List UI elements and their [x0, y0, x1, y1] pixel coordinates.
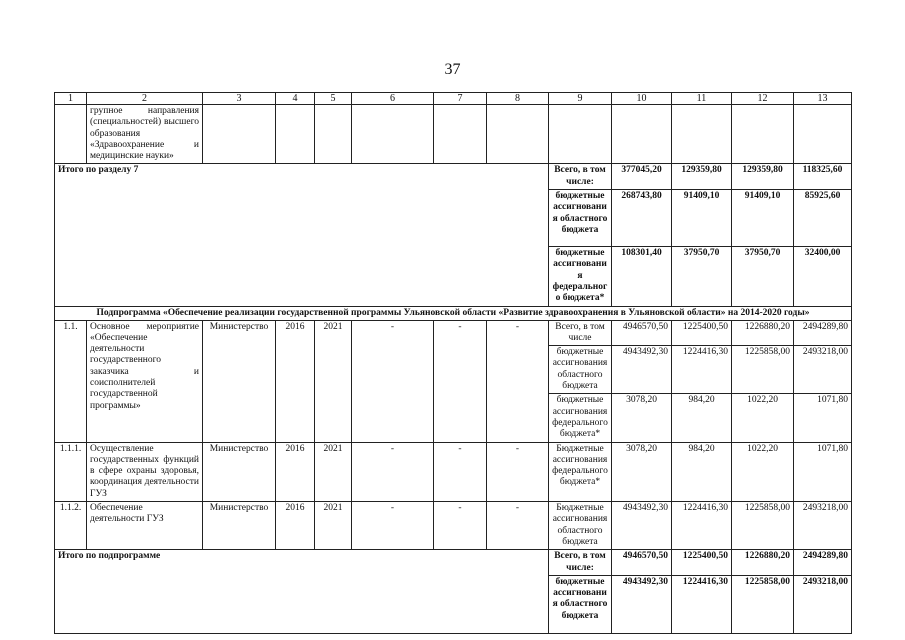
- fund-name: Бюджетные ассигнования федерального бюджета*: [549, 442, 612, 501]
- value-cell: 984,20: [672, 394, 732, 442]
- table-row: [55, 164, 852, 190]
- value-cell: 32400,00: [794, 247, 852, 306]
- fund-name: Всего, в том числе:: [549, 164, 612, 190]
- value-cell: 1071,80: [794, 394, 852, 442]
- value-cell: 91409,10: [732, 190, 794, 247]
- item-col8: -: [487, 442, 549, 501]
- header-cell: 1: [55, 93, 87, 105]
- item-name: Обеспечение деятельности ГУЗ: [87, 502, 203, 550]
- fund-name: Всего, в том числе:: [549, 550, 612, 576]
- value-cell: 1224416,30: [672, 502, 732, 550]
- value-cell: 37950,70: [732, 247, 794, 306]
- value-cell: 129359,80: [672, 164, 732, 190]
- item-end-year: 2021: [315, 502, 352, 550]
- section-total-label: Итого по разделу 7: [55, 164, 549, 306]
- header-cell: 3: [203, 93, 276, 105]
- item-executor: Министерство: [203, 502, 276, 550]
- item-end-year: 2021: [315, 442, 352, 501]
- value-cell: 4943492,30: [612, 502, 672, 550]
- fund-name: бюджетные ассигнования федерального бюджета*: [549, 247, 612, 306]
- value-cell: 2493218,00: [794, 346, 852, 394]
- item-name: Осуществление государственных функций в сфере охраны здоровья, координация деятельности ГУЗ: [87, 442, 203, 501]
- table-row: [55, 502, 852, 550]
- value-cell: 377045,20: [612, 164, 672, 190]
- item-start-year: 2016: [276, 320, 315, 442]
- value-cell: 1225858,00: [732, 346, 794, 394]
- item-col7: -: [434, 320, 487, 442]
- value-cell: 118325,60: [794, 164, 852, 190]
- item-end-year: 2021: [315, 320, 352, 442]
- header-cell: 6: [352, 93, 434, 105]
- item-col8: -: [487, 320, 549, 442]
- value-cell: 1226880,20: [732, 550, 794, 576]
- value-cell: 1225858,00: [732, 575, 794, 633]
- value-cell: 1225400,50: [672, 320, 732, 346]
- value-cell: 2494289,80: [794, 550, 852, 576]
- item-col6: -: [352, 320, 434, 442]
- item-number: 1.1.: [55, 320, 87, 442]
- value-cell: 1225400,50: [672, 550, 732, 576]
- header-cell: 10: [612, 93, 672, 105]
- table-row: [55, 105, 852, 164]
- value-cell: 3078,20: [612, 394, 672, 442]
- fund-name: бюджетные ассигнования федерального бюджета*: [549, 394, 612, 442]
- item-col8: -: [487, 502, 549, 550]
- header-cell: 12: [732, 93, 794, 105]
- value-cell: 129359,80: [732, 164, 794, 190]
- item-col7: -: [434, 502, 487, 550]
- value-cell: 984,20: [672, 442, 732, 501]
- fund-name: Бюджетные ассигнования областного бюджета: [549, 502, 612, 550]
- table-row: [55, 320, 852, 346]
- item-col7: -: [434, 442, 487, 501]
- item-col6: -: [352, 442, 434, 501]
- fund-name: бюджетные ассигнования областного бюджета: [549, 575, 612, 633]
- value-cell: 268743,80: [612, 190, 672, 247]
- value-cell: 2493218,00: [794, 502, 852, 550]
- item-number: 1.1.2.: [55, 502, 87, 550]
- value-cell: 4946570,50: [612, 320, 672, 346]
- item-executor: Министерство: [203, 442, 276, 501]
- value-cell: 1022,20: [732, 442, 794, 501]
- fund-name: Всего, в том числе: [549, 320, 612, 346]
- item-start-year: 2016: [276, 442, 315, 501]
- header-cell: 2: [87, 93, 203, 105]
- page-number: 37: [444, 61, 461, 78]
- value-cell: 1226880,20: [732, 320, 794, 346]
- value-cell: 85925,60: [794, 190, 852, 247]
- value-cell: 1225858,00: [732, 502, 794, 550]
- fund-name: бюджетные ассигнования областного бюджета: [549, 190, 612, 247]
- header-cell: 9: [549, 93, 612, 105]
- table-row: [55, 550, 852, 576]
- value-cell: 2494289,80: [794, 320, 852, 346]
- subprogram-title: Подпрограмма «Обеспечение реализации государственной программы Ульяновской области «Развитие здравоохранения в Ульяновской области» на 2014-2020 годы»: [55, 306, 852, 320]
- value-cell: 1022,20: [732, 394, 794, 442]
- value-cell: 4946570,50: [612, 550, 672, 576]
- item-col6: -: [352, 502, 434, 550]
- item-executor: Министерство: [203, 320, 276, 442]
- value-cell: 1224416,30: [672, 346, 732, 394]
- value-cell: 3078,20: [612, 442, 672, 501]
- fund-name: бюджетные ассигнования областного бюджета: [549, 346, 612, 394]
- table-row: [55, 306, 852, 320]
- header-cell: 4: [276, 93, 315, 105]
- item-start-year: 2016: [276, 502, 315, 550]
- value-cell: 1071,80: [794, 442, 852, 501]
- subprogram-total-label: Итого по подпрограмме: [55, 550, 549, 634]
- value-cell: 37950,70: [672, 247, 732, 306]
- table-header-row: [55, 93, 852, 105]
- header-cell: 7: [434, 93, 487, 105]
- program-table: [54, 92, 852, 634]
- value-cell: 1224416,30: [672, 575, 732, 633]
- continued-name: групное направления (специальностей) высшего образования «Здравоохранение и медицинские науки»: [87, 105, 203, 164]
- value-cell: 91409,10: [672, 190, 732, 247]
- header-cell: 11: [672, 93, 732, 105]
- value-cell: 2493218,00: [794, 575, 852, 633]
- value-cell: 4943492,30: [612, 575, 672, 633]
- table-row: [55, 442, 852, 501]
- header-cell: 13: [794, 93, 852, 105]
- item-number: 1.1.1.: [55, 442, 87, 501]
- header-cell: 5: [315, 93, 352, 105]
- header-cell: 8: [487, 93, 549, 105]
- value-cell: 4943492,30: [612, 346, 672, 394]
- value-cell: 108301,40: [612, 247, 672, 306]
- item-name: Основное мероприятие «Обеспечение деятельности государственного заказчика и соисполнителей государственной программы»: [87, 320, 203, 442]
